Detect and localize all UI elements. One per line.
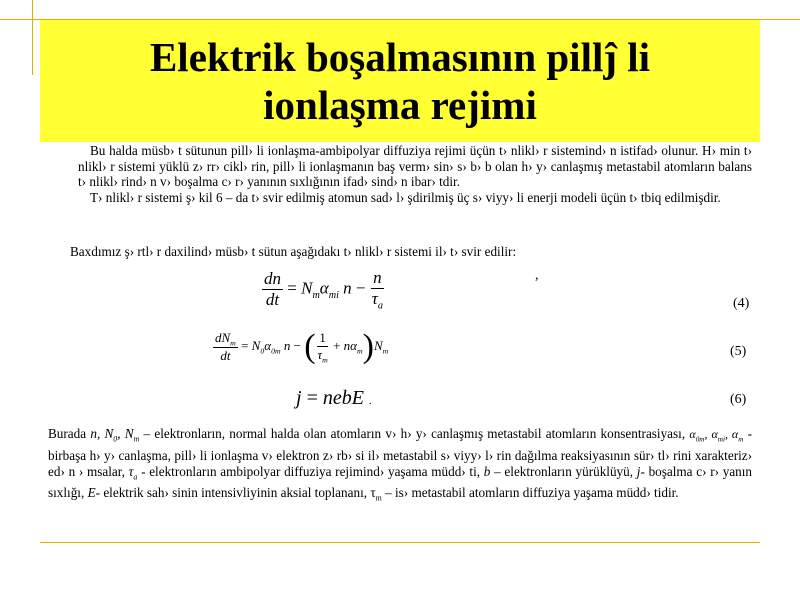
explanation-lead: Burada (48, 426, 87, 441)
paragraph-2: T› nlikl› r sistemi ş› kil 6 – da t› svir edilmiş atomun sad› l› şdirilmiş üç s› viyy› li enerji modeli üçün t› tbiq edilmişdir. (90, 189, 721, 205)
explanation-part-1: – elektronların, normal halda olan atomların v› h› y› canlaşmış metastabil atomların konsentrasiyası, (139, 426, 686, 441)
explanation-part-7: – is› metastabil atomların diffuziya yaşama müdd› tidir. (381, 484, 679, 500)
sub-m: m (133, 434, 140, 444)
explanation-part-4: – elektronların yürüklüyü, (490, 463, 634, 479)
var-b: b (483, 463, 491, 479)
tau-m-symbol: τ (370, 484, 376, 500)
alpha-symbols: $\alpha_{0m}$, $\alpha_{mi}$, $\alpha_m$ (689, 427, 744, 444)
frame-left-line (32, 0, 33, 75)
stray-comma: , (535, 268, 539, 283)
sub-0: 0 (113, 434, 118, 444)
equation-6: j = nebE . (296, 387, 372, 409)
title-banner (40, 20, 760, 142)
var-j: j (636, 463, 641, 479)
equation-5-number: (5) (730, 344, 747, 359)
var-Nm: , N (117, 426, 134, 441)
explanation-part-3: - elektronların ambipolyar diffuziya rejimind› yaşama müdd› ti, (137, 463, 481, 479)
explanation-part-6: - elektrik sah› sinin intensivliyinin aksial toplananı, (95, 484, 368, 500)
explanation-text (48, 426, 752, 506)
var-n-N0: n, N (90, 426, 114, 441)
var-E: E (87, 484, 96, 500)
intro-text (78, 143, 752, 205)
sub-m-2: m (375, 493, 382, 503)
explanation-part-2: - birbaşa h› y› canlaşma, pill› li ionlaşma v› elektron z› rb› si il› metastabil s› viyy› l› rin dağılma reaksiyasının sür› tl› rini xarakteriz› ed› n › msalar, (48, 426, 753, 479)
tau-a-symbol: $\tau_a$ (128, 463, 138, 482)
paragraph-3: Baxdımız ş› rtl› r daxilind› müsb› t sütun aşağıdakı t› nlikl› r sistemi il› t› svir edilir: (70, 244, 517, 259)
paragraph-1: Bu halda müsb› t sütunun pill› li ionlaşma-ambipolyar diffuziya rejimi üçün t› nlikl› r sistemind› n istifad› olunur. H› min t› nlikl› r sistemi yüklü z› rr› cikl› rin, pill› li ionlaşmanın baş verm› sin› s› b› b olan h› y› canlaşmış metastabil atomların balans t› nlikl› rind› n v› boşalma c› r› yanının sıxlığının ifad› sind› n ibar› tdir. (78, 143, 752, 190)
explanation-part-5: - boşalma c› r› yanın sıxlığı, (48, 463, 753, 500)
equation-5: $\frac{dN_m}{dt}$ = $N_0\alpha_{0m}$ n − ( $\frac{1}{\tau_m}$ + $n\alpha_m)N_m$ (215, 328, 389, 365)
equation-4-number: (4) (733, 296, 750, 311)
frame-bottom-line (40, 542, 760, 543)
equation-4: $\frac{dn}{dt}$ = $N_m\alpha_{mi}$ n − $\frac{n}{\tau_a}$ (264, 268, 383, 312)
title-line-1: Elektrik boşalmasının pillĵ li (149, 34, 651, 80)
equation-6-number: (6) (730, 392, 747, 407)
title-line-2: ionlaşma rejimi (263, 82, 537, 128)
